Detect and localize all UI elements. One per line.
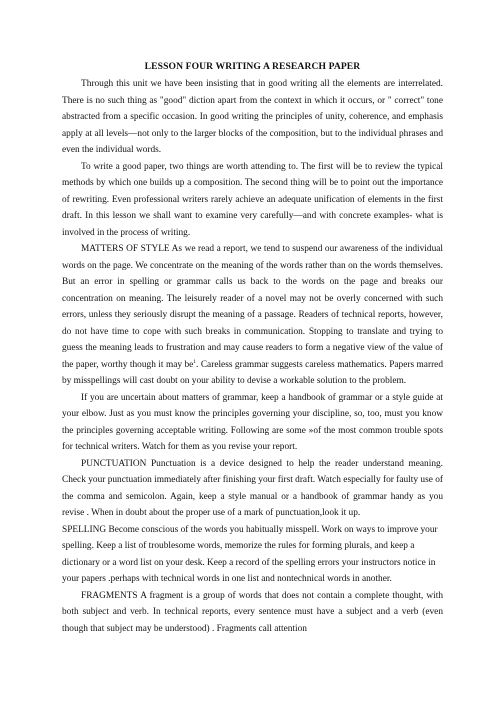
- paragraph-interrelated-elements: Through this unit we have been insisting that in good writing all the elements are interrelated. There is no such thing as "good" diction apart from the context in which it occurs, or " correct" tone abstracted from a specific occasion. In good writing the principles of unity, coherence, and emphasis apply at all levels—not only to the larger blocks of the composition, but to the individual phrases and even the individual words.: [62, 79, 443, 155]
- matters-of-style-text: MATTERS OF STYLE As we read a report, we tend to suspend our awareness of the individual words on the page. We concentrate on the meaning of the words rather than on the words themselves. But an error in spelling or grammar calls us back to the words on the page and breaks our concentration on meaning. The leisurely reader of a novel may not be overly concerned with such errors, unless they seriously disrupt the meaning of a passage. Readers of technical reports, however, do not have time to cope with such breaks in communication. Stopping to translate and trying to guess the meaning leads to frustration and may cause readers to form a negative view of the value of the paper, worthy though it may be: [62, 244, 443, 370]
- paragraph-punctuation: PUNCTUATION Punctuation is a device designed to help the reader understand meaning. Check your punctuation immediately after finishing your first draft. Watch especially for faulty use of the comma and semicolon. Again, keep a style manual or a handbook of grammar handy as you revise . When in doubt about the proper use of a mark of punctuation,look it up.: [62, 458, 443, 518]
- document-page: [62, 60, 443, 637]
- paragraph-matters-of-style: [62, 241, 443, 390]
- document-title: LESSON FOUR WRITING A RESEARCH PAPER: [144, 61, 361, 72]
- paragraph-grammar-handbook: If you are uncertain about matters of grammar, keep a handbook of grammar or a style guide at your elbow. Just as you must know the principles governing your discipline, so, too, must you know the principles governing acceptable writing. Following are some »of the most common trouble spots for technical writers. Watch for them as you revise your report.: [62, 392, 443, 452]
- paragraph-fragments: FRAGMENTS A fragment is a group of words that does not contain a complete thought, with both subject and verb. In technical reports, every sentence must have a subject and a verb (even though that subject may be understood) . Fragments call attention: [62, 590, 443, 634]
- footnote-marker: 1: [193, 358, 197, 365]
- paragraph-spelling: SPELLING Become conscious of the words you habitually misspell. Work on ways to improve your spelling. Keep a list of troublesome words, memorize the rules for forming plurals, and keep a dictionary or a word list on your desk. Keep a record of the spelling errors your instructors notice in your papers .perhaps with technical words in one list and nontechnical words in another.: [62, 524, 438, 584]
- matters-of-style-tail: . Careless grammar suggests careless mathematics. Papers marred by misspellings will cast doubt on your ability to devise a workable solution to the problem.: [62, 359, 443, 386]
- paragraph-good-paper: To write a good paper, two things are worth attending to. The first will be to review the typical methods by which one builds up a composition. The second thing will be to point out the importance of rewriting. Even professional writers rarely achieve an adequate unification of elements in the first draft. In this lesson we shall want to examine very carefully—and with concrete examples- what is involved in the process of writing.: [62, 161, 443, 238]
